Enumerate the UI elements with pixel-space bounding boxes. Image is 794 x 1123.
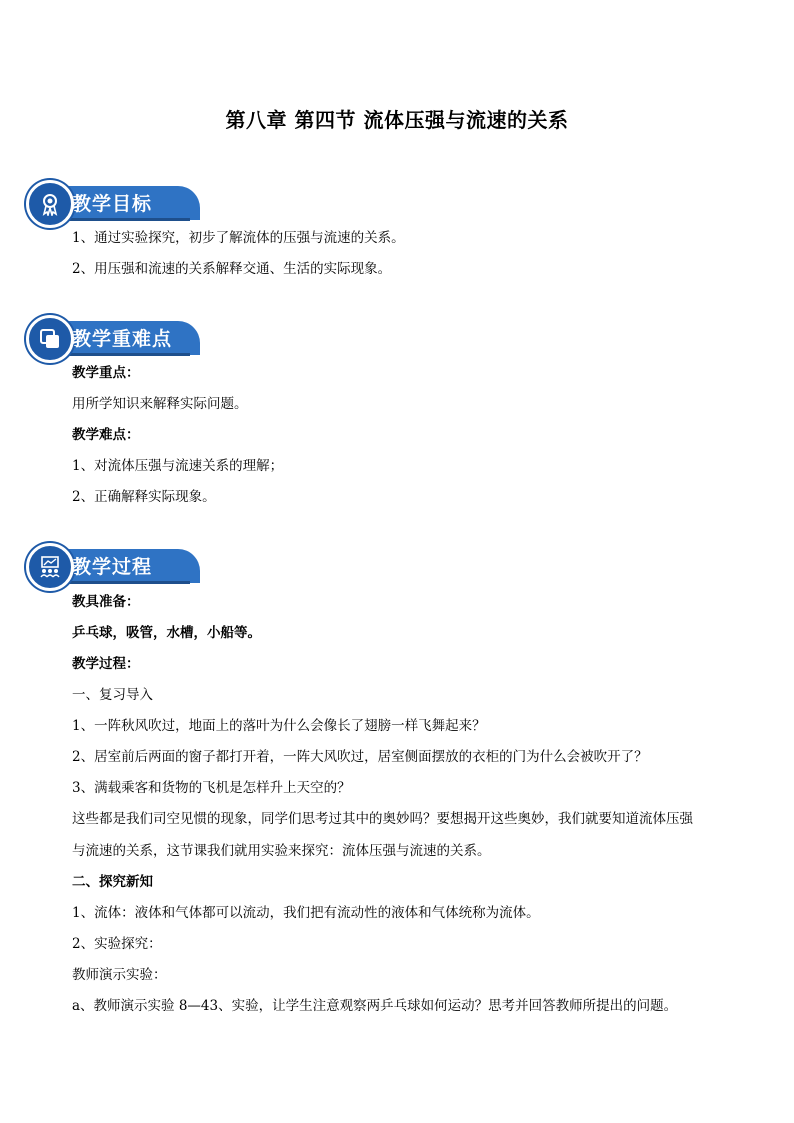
goal-item: 1、通过实验探究，初步了解流体的压强与流速的关系。 <box>72 230 405 246</box>
award-ribbon-icon <box>38 192 62 216</box>
explore-item: a、教师演示实验 8—43、实验，让学生注意观察两乒乓球如何运动？思考并回答教师所提出的问题。 <box>72 998 678 1014</box>
difficulty-item: 2、正确解释实际现象。 <box>72 489 216 505</box>
difficulty-label: 教学难点： <box>72 427 140 443</box>
stacked-pages-icon <box>38 327 62 351</box>
focus-text: 用所学知识来解释实际问题。 <box>72 396 248 412</box>
explore-item: 2、实验探究： <box>72 936 162 952</box>
page-title: 第八章 第四节 流体压强与流速的关系 <box>225 108 569 132</box>
section-header-keypoints <box>26 315 186 357</box>
focus-label: 教学重点： <box>72 365 140 381</box>
section-title-keypoints: 教学重难点 <box>72 328 173 350</box>
explore-title: 二、探究新知 <box>72 874 153 890</box>
explore-item: 1、流体：液体和气体都可以流动，我们把有流动性的液体和气体统称为流体。 <box>72 905 540 921</box>
section-header-process <box>26 543 186 585</box>
intro-paragraph-line: 这些都是我们司空见惯的现象，同学们思考过其中的奥妙吗？要想揭开这些奥妙，我们就要知道流体压强 <box>72 811 693 827</box>
tools-text: 乒乓球，吸管，水槽，小船等。 <box>72 625 261 641</box>
section-header-goals <box>26 180 186 222</box>
tools-label: 教具准备： <box>72 594 140 610</box>
difficulty-item: 1、对流体压强与流速关系的理解； <box>72 458 284 474</box>
process-label: 教学过程： <box>72 656 140 672</box>
review-item: 3、满载乘客和货物的飞机是怎样升上天空的？ <box>72 780 351 796</box>
review-item: 2、居室前后两面的窗子都打开着，一阵大风吹过，居室侧面摆放的衣柜的门为什么会被吹开了？ <box>72 749 648 765</box>
section-title-process: 教学过程 <box>72 556 153 578</box>
intro-paragraph-line: 与流速的关系，这节课我们就用实验来探究：流体压强与流速的关系。 <box>72 843 491 859</box>
section-title-goals: 教学目标 <box>72 193 153 215</box>
presentation-audience-icon <box>38 555 62 579</box>
explore-item: 教师演示实验： <box>72 967 167 983</box>
review-title: 一、复习导入 <box>72 687 153 703</box>
goal-item: 2、用压强和流速的关系解释交通、生活的实际现象。 <box>72 261 392 277</box>
review-item: 1、一阵秋风吹过，地面上的落叶为什么会像长了翅膀一样飞舞起来？ <box>72 718 486 734</box>
